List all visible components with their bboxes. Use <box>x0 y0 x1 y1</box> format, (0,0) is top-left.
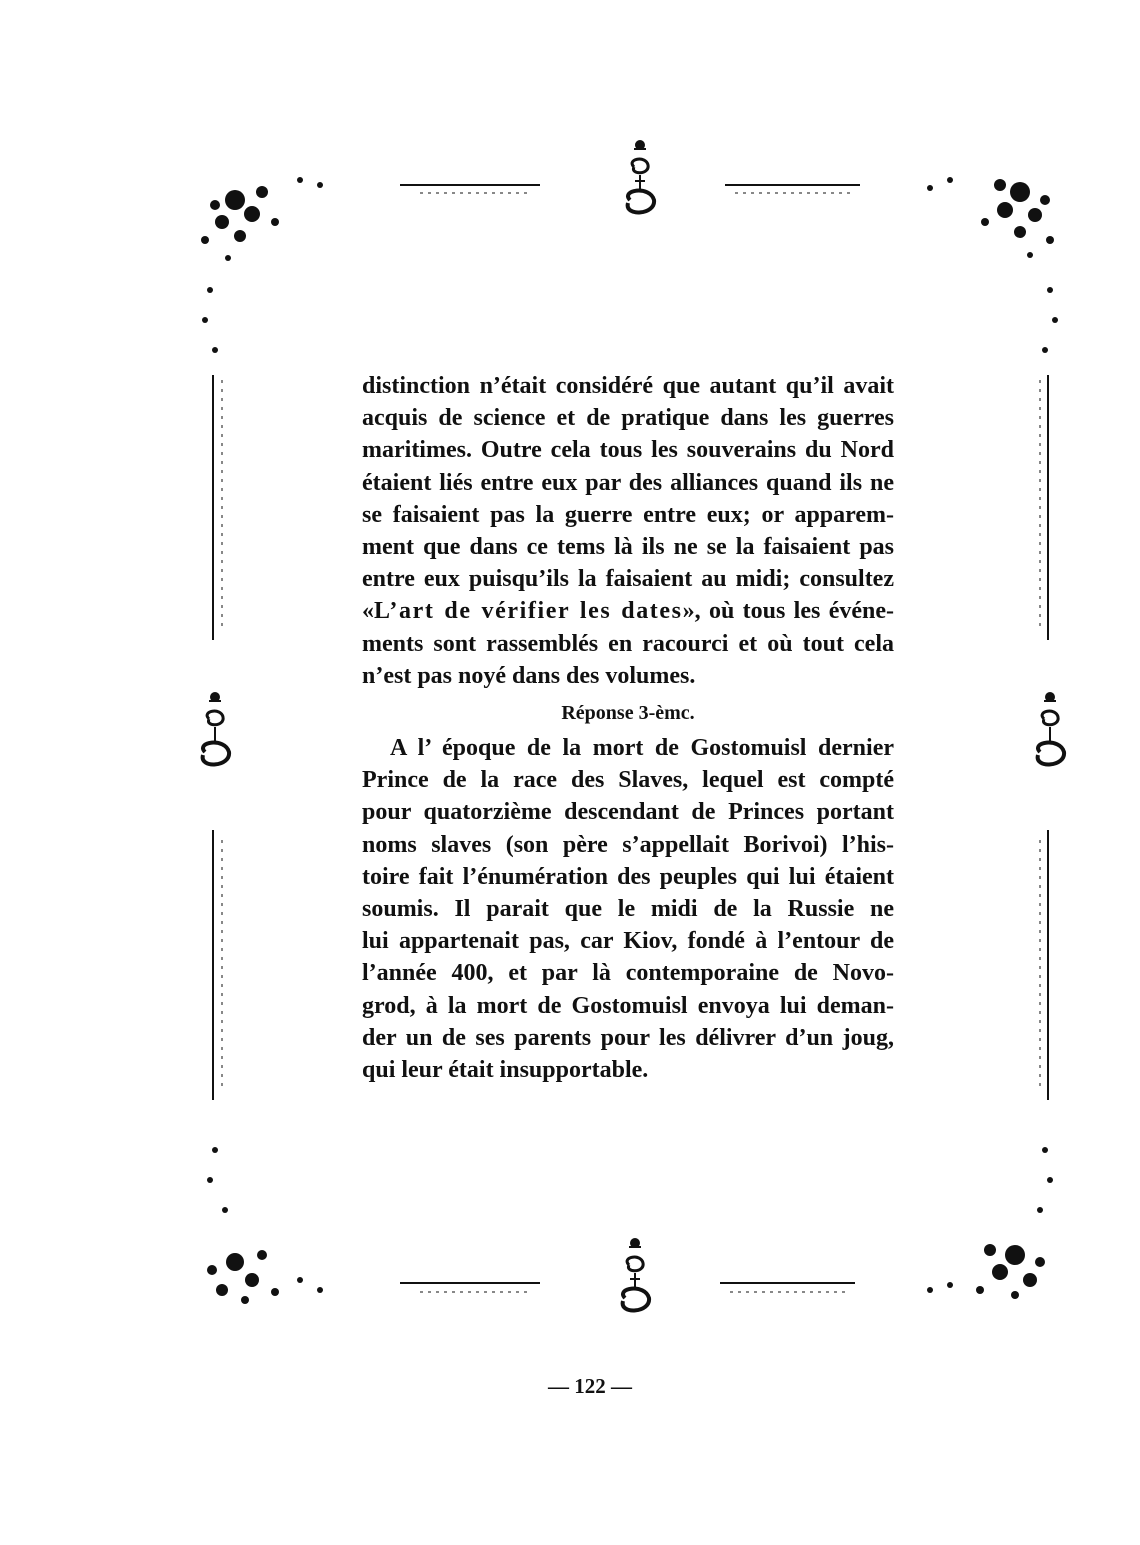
text-line: se faisaient pas la guerre entre eux; or apparem- <box>362 501 894 528</box>
corner-ornament-bottom-right <box>927 1147 1053 1299</box>
text-line: l’année 400, et par là contemporaine de Novo- <box>362 960 894 987</box>
body-text <box>362 370 894 1086</box>
text-line: pour quatorzième descendant de Princes portant <box>362 799 894 826</box>
monogram-ornament-left <box>203 692 229 764</box>
text-line: étaient liés entre eux par des alliances quand ils ne <box>362 469 894 496</box>
text-line: A l’ époque de la mort de Gostomuisl dernier <box>390 735 894 762</box>
cited-title: L’art de vérifier les dates <box>374 598 683 625</box>
corner-ornament-top-left <box>201 177 323 353</box>
text-line: ment que dans ce tems là ils ne se la faisaient pas <box>362 534 894 561</box>
text-line: noms slaves (son père s’appellait Borivoi) l’his- <box>362 831 894 858</box>
corner-ornament-bottom-left <box>207 1147 323 1304</box>
monogram-ornament-bottom <box>623 1238 649 1310</box>
page-number: — 122 — <box>548 1374 632 1398</box>
text-line: ments sont rassemblés en racourci et où tout cela <box>362 630 894 657</box>
monogram-ornament-top <box>628 140 654 212</box>
monogram-ornament-right <box>1038 692 1064 764</box>
text-line: der un de ses parents pour les délivrer d’un joug, <box>362 1024 894 1051</box>
text-line-rest: », où tous les événe- <box>682 598 894 625</box>
text-line: qui leur était insupportable. <box>362 1057 649 1084</box>
section-heading: Réponse 3-èmc. <box>561 702 695 725</box>
quote-open: « <box>362 598 374 625</box>
text-line: entre eux puisqu’ils la faisaient au midi; consultez <box>362 566 894 593</box>
corner-ornament-top-right <box>927 177 1058 353</box>
text-line: lui appartenait pas, car Kiov, fondé à l’entour de <box>362 928 894 955</box>
text-line: Prince de la race des Slaves, lequel est compté <box>362 767 894 794</box>
text-line <box>362 595 894 627</box>
text-line: distinction n’était considéré que autant qu’il avait <box>362 373 894 399</box>
text-line: toire fait l’énumération des peuples qui lui étaient <box>362 863 894 890</box>
text-line: n’est pas noyé dans des volumes. <box>362 662 696 689</box>
text-line: acquis de science et de pratique dans les guerres <box>362 405 894 432</box>
text-line: maritimes. Outre cela tous les souverains du Nord <box>362 437 894 464</box>
text-line: grod, à la mort de Gostomuisl envoya lui deman- <box>362 992 894 1019</box>
text-line: soumis. Il parait que le midi de la Russie ne <box>362 896 894 923</box>
